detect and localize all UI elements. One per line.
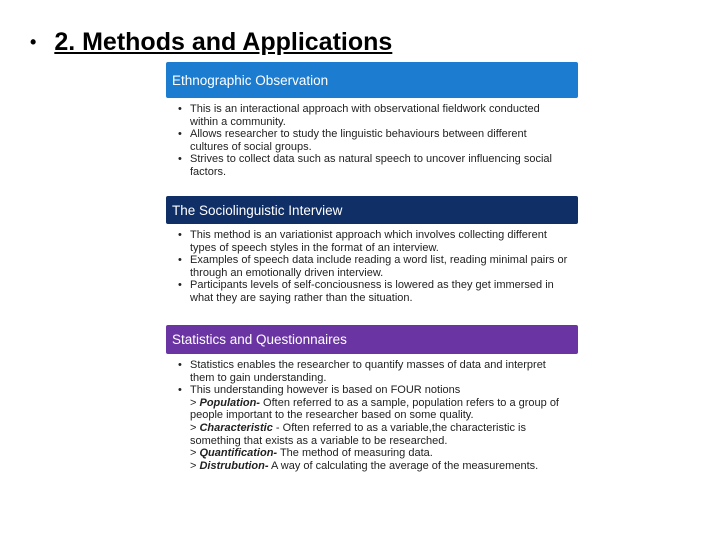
statistics-questionnaires-body bbox=[166, 354, 578, 472]
list-item: • This method is an variationist approach which involves collecting different types of speech styles in the format of an interview. bbox=[190, 229, 568, 254]
page-title: 2. Methods and Applications bbox=[54, 28, 393, 56]
list-item: • Statistics enables the researcher to quantify masses of data and interpret them to gain understanding. bbox=[190, 359, 568, 384]
list-item: • Strives to collect data such as natural speech to uncover influencing social factors. bbox=[190, 153, 568, 178]
list-item: • Examples of speech data include reading a word list, reading minimal pairs or through an emotionally driven interview. bbox=[190, 254, 568, 279]
notion-quantification: > Quantification- The method of measuring data. bbox=[190, 447, 433, 460]
sociolinguistic-interview-title: The Sociolinguistic Interview bbox=[172, 202, 343, 218]
ethnographic-observation-body bbox=[166, 98, 578, 179]
title-bullet: • bbox=[30, 32, 37, 52]
notion-characteristic: > Characteristic - Often referred to as a variable,the characteristic is something that exists as a variable to be researched. bbox=[190, 421, 526, 447]
ethnographic-observation-title: Ethnographic Observation bbox=[172, 72, 329, 88]
list-item: • This is an interactional approach with observational fieldwork conducted within a community. bbox=[190, 103, 568, 128]
statistics-questionnaires-panel bbox=[166, 325, 578, 472]
sociolinguistic-interview-body bbox=[166, 224, 578, 305]
notion-population: > Population- Often referred to as a sample, population refers to a group of people important to the researcher based on some quality. bbox=[190, 396, 559, 422]
ethnographic-observation-panel bbox=[166, 62, 578, 179]
notion-distrubution: > Distrubution- A way of calculating the average of the measurements. bbox=[190, 459, 539, 472]
sociolinguistic-interview-header bbox=[166, 196, 578, 224]
statistics-questionnaires-title: Statistics and Questionnaires bbox=[172, 332, 347, 347]
notions-intro: This understanding however is based on FOUR notions bbox=[190, 384, 461, 397]
list-item: • Allows researcher to study the linguistic behaviours between different cultures of social groups. bbox=[190, 128, 568, 153]
sociolinguistic-interview-panel bbox=[166, 196, 578, 305]
list-item: • Participants levels of self-conciousness is lowered as they get immersed in what they are saying rather than the situation. bbox=[190, 279, 568, 304]
list-item bbox=[190, 384, 568, 472]
ethnographic-observation-header bbox=[166, 62, 578, 98]
slide-title bbox=[30, 28, 392, 57]
statistics-questionnaires-header bbox=[166, 325, 578, 354]
